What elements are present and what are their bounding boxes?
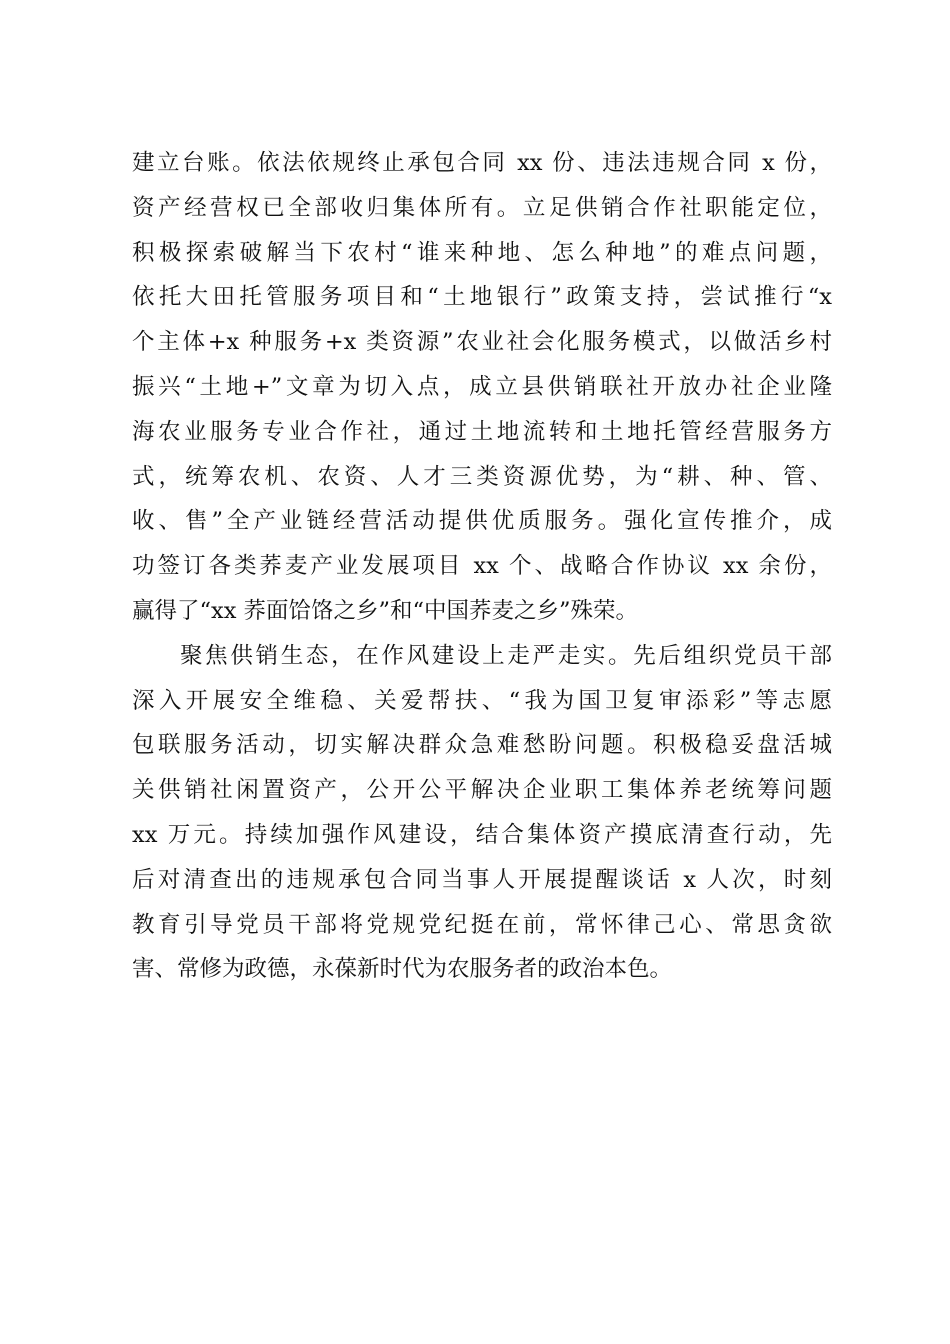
paragraph-1-line: 资产经营权已全部收归集体所有。立足供销合作社职能定位， — [132, 194, 832, 221]
paragraph-2-line: 教育引导党员干部将党规党纪挺在前，常怀律己心、常思贪欲 — [132, 911, 832, 938]
paragraph-1-line: 海农业服务专业合作社，通过土地流转和土地托管经营服务方 — [132, 418, 832, 445]
paragraph-2-line: 深入开展安全维稳、关爱帮扶、“我为国卫复审添彩”等志愿 — [132, 687, 832, 714]
paragraph-2-line: 关供销社闲置资产，公开公平解决企业职工集体养老统筹问题 — [132, 777, 832, 804]
paragraph-1-line: 依托大田托管服务项目和“土地银行”政策支持，尝试推行“x — [132, 284, 832, 311]
paragraph-1-line: 赢得了“xx 荞面饸饹之乡”和“中国荞麦之乡”殊荣。 — [132, 597, 639, 624]
paragraph-2-line: xx 万元。持续加强作风建设，结合集体资产摸底清查行动，先 — [132, 821, 832, 848]
paragraph-1-line: 建立台账。依法依规终止承包合同 xx 份、违法违规合同 x 份， — [132, 150, 832, 176]
document-body — [132, 141, 832, 992]
paragraph-2-line: 聚焦供销生态，在作风建设上走严走实。先后组织党员干部 — [180, 642, 832, 669]
paragraph-1-line: 积极探索破解当下农村“谁来种地、怎么种地”的难点问题， — [132, 239, 832, 266]
paragraph-2 — [132, 634, 832, 992]
paragraph-2-line: 后对清查出的违规承包合同当事人开展提醒谈话 x 人次，时刻 — [132, 866, 832, 893]
paragraph-1-line: 功签订各类荞麦产业发展项目 xx 个、战略合作协议 xx 余份， — [132, 553, 832, 580]
paragraph-2-line: 害、常修为政德，永葆新时代为农服务者的政治本色。 — [132, 956, 673, 983]
paragraph-1 — [132, 141, 832, 634]
paragraph-1-line: 个主体+x 种服务+x 类资源”农业社会化服务模式，以做活乡村 — [132, 329, 832, 356]
paragraph-1-line: 式，统筹农机、农资、人才三类资源优势，为“耕、种、管、 — [132, 463, 832, 490]
paragraph-2-line: 包联服务活动，切实解决群众急难愁盼问题。积极稳妥盘活城 — [132, 732, 832, 759]
paragraph-1-line: 收、售”全产业链经营活动提供优质服务。强化宣传推介，成 — [132, 508, 832, 535]
paragraph-1-line: 振兴“土地+”文章为切入点，成立县供销联社开放办社企业隆 — [132, 373, 832, 400]
